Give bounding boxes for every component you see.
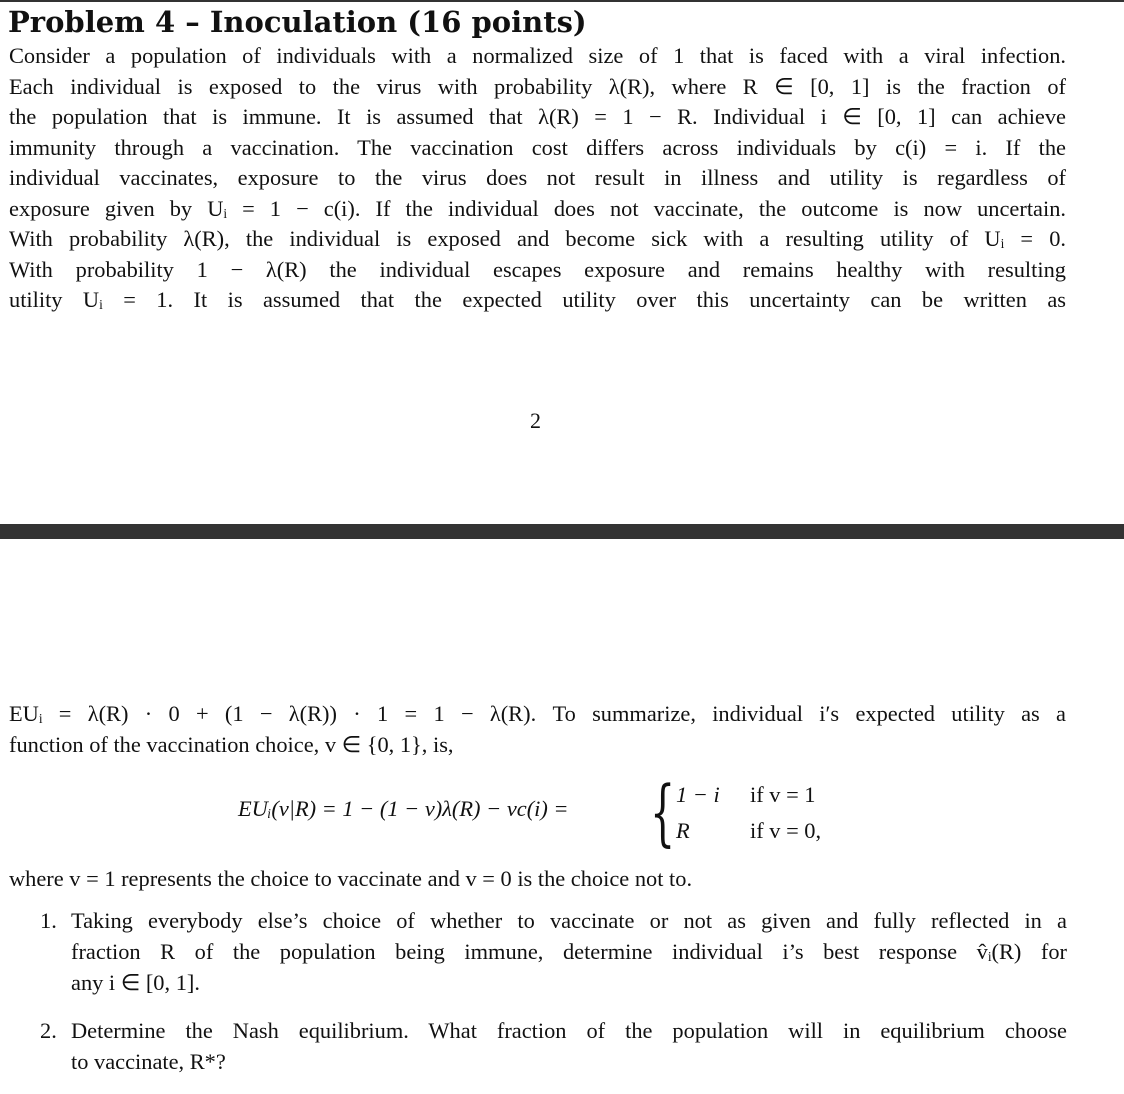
text-line: Each individual is exposed to the virus with probability λ(R), where R ∈ [0, 1] is the fraction of <box>9 73 1066 99</box>
question-item <box>40 905 1067 998</box>
expected-utility-paragraph <box>9 699 1066 760</box>
text-line: Consider a population of individuals with a normalized size of 1 that is faced with a viral infection. <box>9 43 1066 68</box>
text-line: EUᵢ = λ(R) · 0 + (1 − λ(R)) · 1 = 1 − λ(R). To summarize, individual i′s expected utility as a <box>9 701 1066 726</box>
text-line: utility Uᵢ = 1. It is assumed that the expected utility over this uncertainty can be written as <box>9 287 1066 312</box>
text-line: exposure given by Uᵢ = 1 − c(i). If the individual does not vaccinate, the outcome is now uncertain. <box>9 195 1066 221</box>
problem-statement <box>9 41 1066 316</box>
text-line: With probability 1 − λ(R) the individual escapes exposure and remains healthy with resulting <box>9 256 1066 282</box>
problem-title: Problem 4 – Inoculation (16 points) <box>8 5 587 39</box>
text-line: fraction R of the population being immune, determine individual i’s best response v̂ᵢ(R) for <box>71 939 1067 964</box>
page-break-bar <box>0 524 1124 539</box>
top-rule <box>0 0 1124 2</box>
page-number: 2 <box>530 408 541 433</box>
case-1-condition: if v = 1 <box>750 782 816 807</box>
text-line: With probability λ(R), the individual is exposed and become sick with a resulting utility of Uᵢ = 0. <box>9 226 1066 251</box>
question-number: 2. <box>40 1018 57 1043</box>
text-line: where v = 1 represents the choice to vaccinate and v = 0 is the choice not to. <box>9 866 693 891</box>
text-line: the population that is immune. It is assumed that λ(R) = 1 − R. Individual i ∈ [0, 1] can achieve <box>9 104 1066 129</box>
text-line: to vaccinate, R*? <box>71 1049 226 1074</box>
question-list <box>40 905 1067 1094</box>
text-line: Determine the Nash equilibrium. What fraction of the population will in equilibrium choose <box>71 1018 1067 1043</box>
text-line: individual vaccinates, exposure to the virus does not result in illness and utility is regardless of <box>9 165 1066 190</box>
equation-lhs: EUᵢ(v|R) = 1 − (1 − v)λ(R) − vc(i) = <box>238 796 569 821</box>
left-brace: { <box>650 770 676 854</box>
question-item <box>40 1015 1067 1077</box>
question-number: 1. <box>40 908 57 933</box>
text-line: any i ∈ [0, 1]. <box>71 970 200 995</box>
text-line: function of the vaccination choice, v ∈ {0, 1}, is, <box>9 731 454 757</box>
text-line: Taking everybody else’s choice of whether to vaccinate or not as given and fully reflected in a <box>71 908 1067 933</box>
case-2-value: R <box>676 818 690 843</box>
text-line: immunity through a vaccination. The vaccination cost differs across individuals by c(i) = i. If the <box>9 134 1066 160</box>
case-1-value: 1 − i <box>676 782 720 807</box>
case-2-condition: if v = 0, <box>750 818 822 843</box>
equation-explanation <box>9 864 1066 895</box>
